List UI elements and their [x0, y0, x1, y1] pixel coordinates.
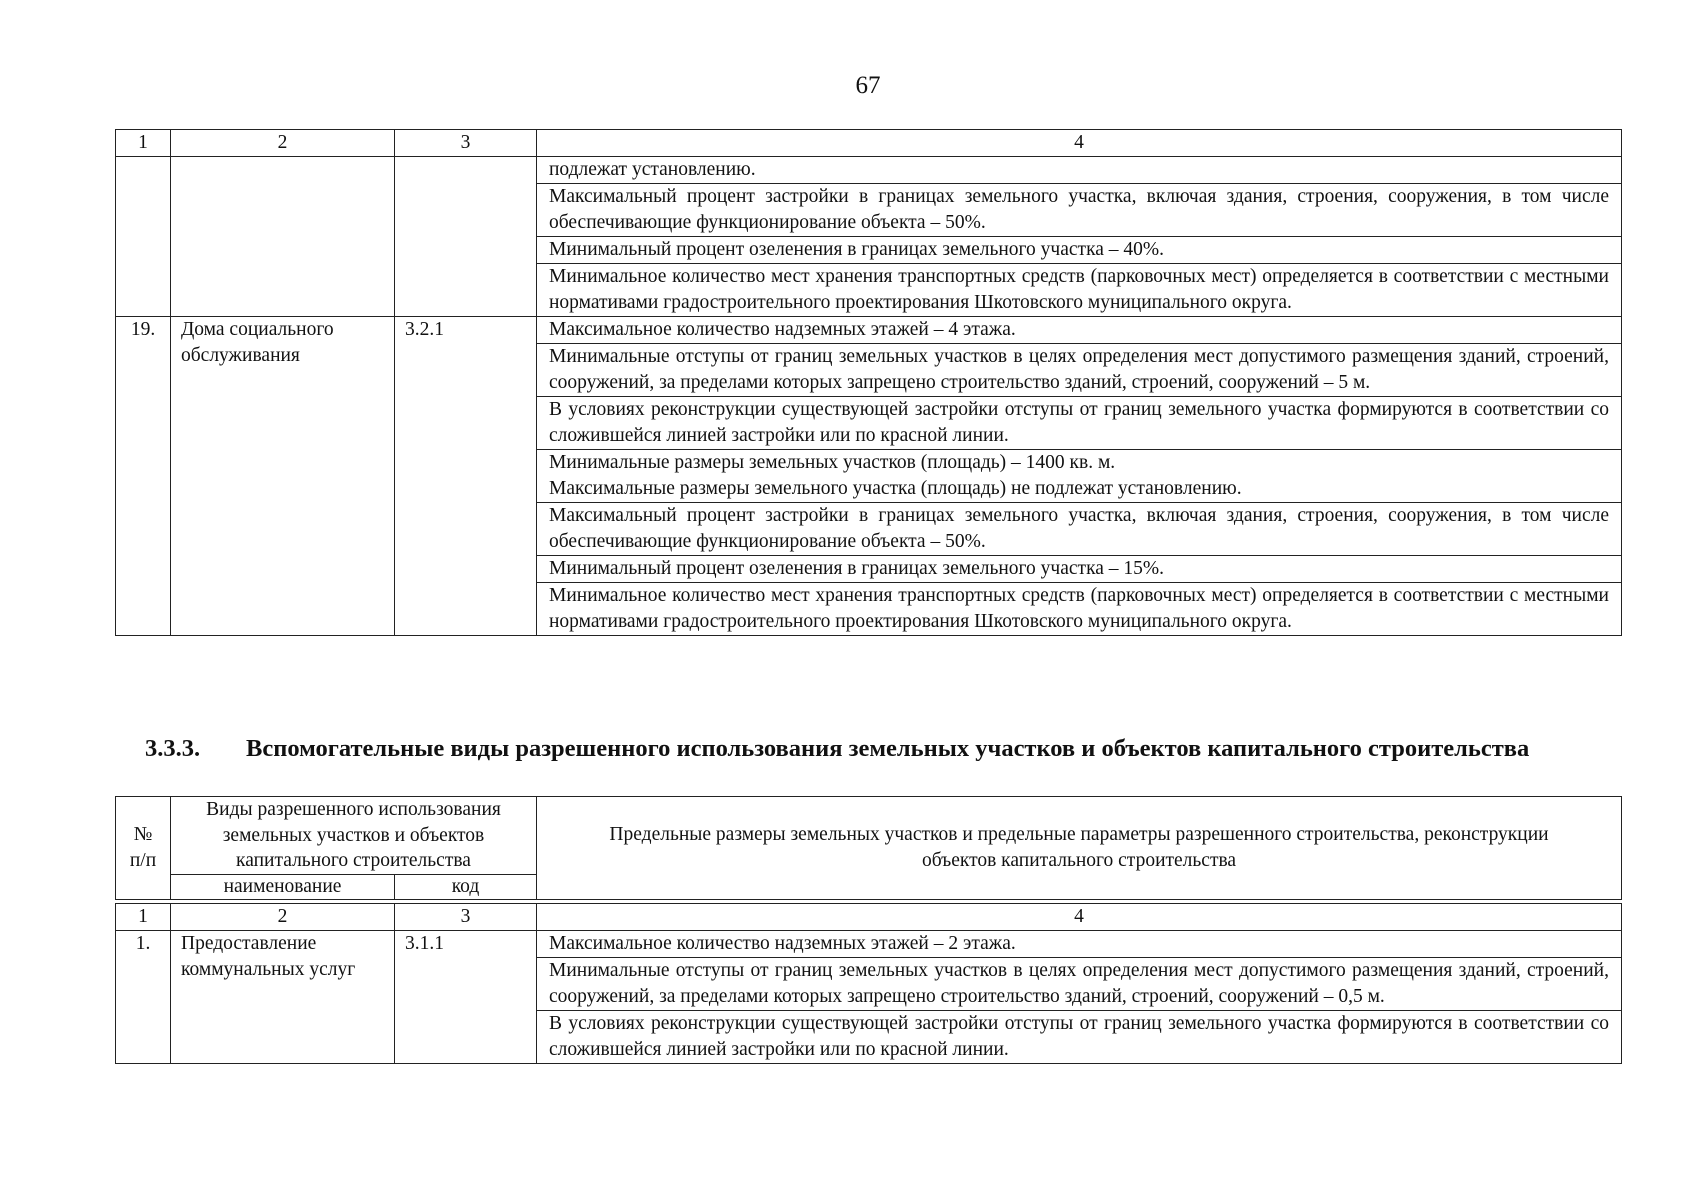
- table-row: [116, 317, 1622, 344]
- param-cell: В условиях реконструкции существующей застройки отступы от границ земельного участка формируются в соответствии со сложившейся линией застройки или по красной линии.: [537, 1011, 1622, 1064]
- row-code: 3.2.1: [395, 317, 537, 636]
- column-number-3: 3: [395, 130, 537, 157]
- param-cell: Максимальный процент застройки в границах земельного участка, включая здания, строения, сооружения, в том числе обеспечивающие функционирование объекта – 50%.: [537, 184, 1622, 237]
- param-cell: Минимальные отступы от границ земельных участков в целях определения мест допустимого размещения зданий, строений, сооружений, за пределами которых запрещено строительство зданий, строений, сооружений – 5 м.: [537, 344, 1622, 397]
- param-cell: Минимальное количество мест хранения транспортных средств (парковочных мест) определяется в соответствии с местными нормативами градостроительного проектирования Шкотовского муниципального округа.: [537, 264, 1622, 317]
- table-auxiliary-uses: [115, 903, 1622, 1064]
- column-number-1: 1: [116, 904, 171, 931]
- table-row: [116, 931, 1622, 958]
- row-num-cell: [116, 157, 171, 317]
- column-number-2: 2: [171, 904, 395, 931]
- param-cell: Минимальный процент озеленения в границах земельного участка – 40%.: [537, 237, 1622, 264]
- param-cell: Минимальное количество мест хранения транспортных средств (парковочных мест) определяется в соответствии с местными нормативами градостроительного проектирования Шкотовского муниципального округа.: [537, 583, 1622, 636]
- row-code-cell: [395, 157, 537, 317]
- param-cell: Минимальные отступы от границ земельных участков в целях определения мест допустимого размещения зданий, строений, сооружений, за пределами которых запрещено строительство зданий, строений, сооружений – 0,5 м.: [537, 958, 1622, 1011]
- row-number: 19.: [116, 317, 171, 636]
- table-header: [115, 796, 1622, 900]
- header-types-col: Виды разрешенного использования земельных участков и объектов капитального строительства: [171, 797, 537, 875]
- header-limits-col: Предельные размеры земельных участков и предельные параметры разрешенного строительства, реконструкции объектов капитального строительства: [537, 797, 1622, 900]
- column-number-2: 2: [171, 130, 395, 157]
- param-cell: В условиях реконструкции существующей застройки отступы от границ земельного участка формируются в соответствии со сложившейся линией застройки или по красной линии.: [537, 397, 1622, 450]
- row-name: Предоставление коммунальных услуг: [171, 931, 395, 1064]
- table-continued: [115, 129, 1622, 636]
- row-name-cell: [171, 157, 395, 317]
- column-number-1: 1: [116, 130, 171, 157]
- section-number: 3.3.3.: [145, 735, 201, 762]
- param-line: Максимальные размеры земельного участка (площадь) не подлежат установлению.: [549, 478, 1242, 499]
- table-header-row: [116, 130, 1622, 157]
- column-number-3: 3: [395, 904, 537, 931]
- row-name: Дома социального обслуживания: [171, 317, 395, 636]
- header-code-col: код: [395, 874, 537, 899]
- param-cell: Максимальный процент застройки в границах земельного участка, включая здания, строения, сооружения, в том числе обеспечивающие функционирование объекта – 50%.: [537, 503, 1622, 556]
- section-title: Вспомогательные виды разрешенного использования земельных участков и объектов капитального строительства: [246, 735, 1530, 762]
- row-number: 1.: [116, 931, 171, 1064]
- column-number-4: 4: [537, 130, 1622, 157]
- table-header-row: [116, 904, 1622, 931]
- table-row: [116, 157, 1622, 184]
- header-number-col: № п/п: [116, 797, 171, 900]
- param-cell: подлежат установлению.: [537, 157, 1622, 184]
- row-code: 3.1.1: [395, 931, 537, 1064]
- param-line: Минимальные размеры земельных участков (площадь) – 1400 кв. м.: [549, 452, 1116, 473]
- param-cell: Максимальное количество надземных этажей – 4 этажа.: [537, 317, 1622, 344]
- header-name-col: наименование: [171, 874, 395, 899]
- param-cell: Минимальный процент озеленения в границах земельного участка – 15%.: [537, 556, 1622, 583]
- page-number: 67: [855, 72, 881, 99]
- param-cell: [537, 450, 1622, 503]
- param-cell: Максимальное количество надземных этажей – 2 этажа.: [537, 931, 1622, 958]
- header-row: [116, 797, 1622, 875]
- column-number-4: 4: [537, 904, 1622, 931]
